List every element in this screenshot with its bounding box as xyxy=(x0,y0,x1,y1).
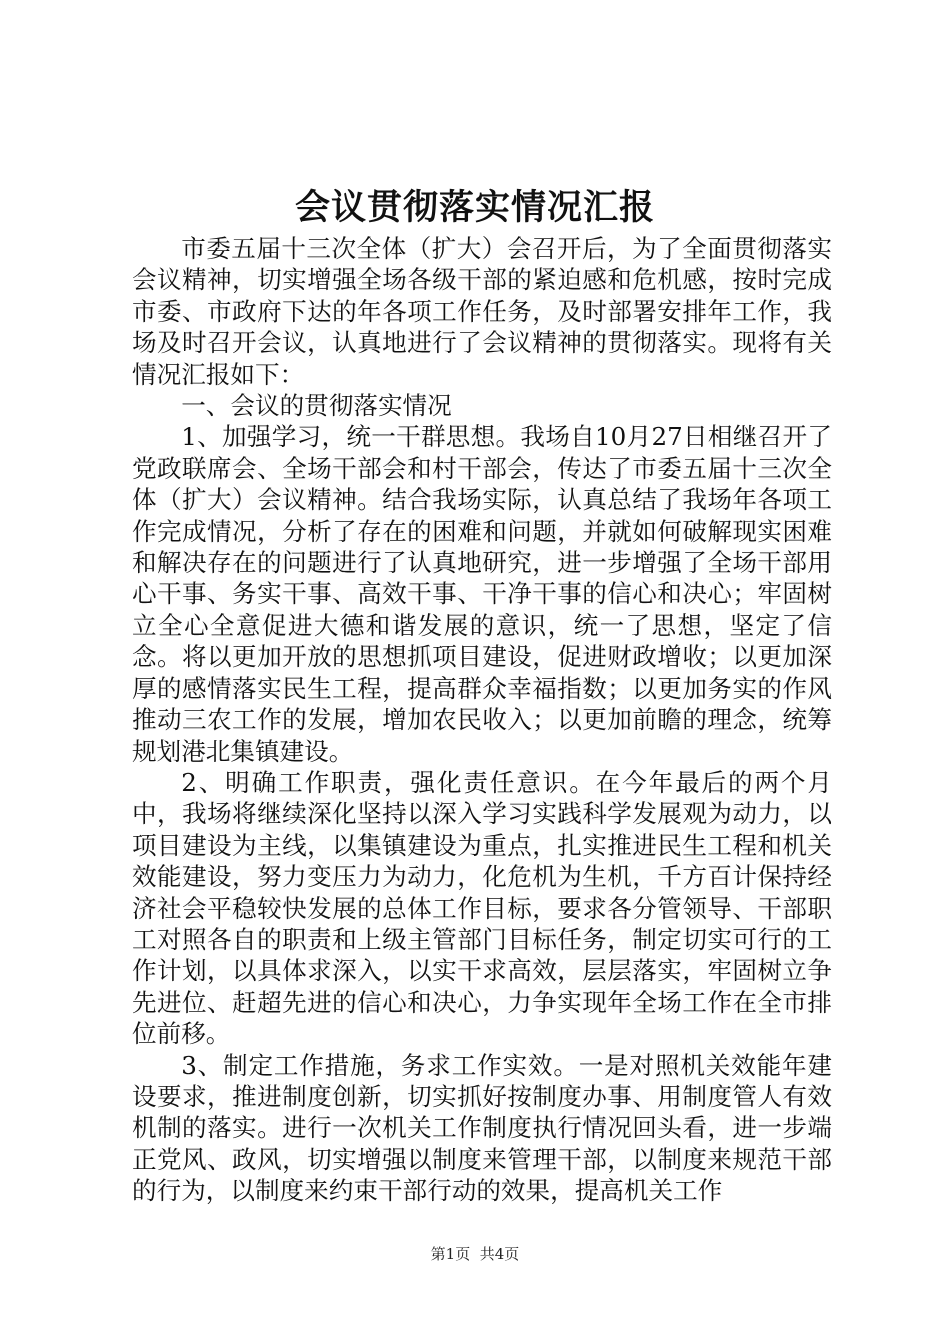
document-title: 会议贯彻落实情况汇报 xyxy=(294,187,655,228)
page-total: 共4页 xyxy=(479,1245,520,1263)
paragraph-item-2: 2、明确工作职责，强化责任意识。在今年最后的两个月中，我场将继续深化坚持以深入学习实践科学发展观为动力，以项目建设为主线，以集镇建设为重点，扎实推进民生工程和机关效能建设，努力变压力为动力，化危机为生机，千方百计保持经济社会平稳较快发展的总体工作目标，要求各分管领导、干部职工对照各自的职责和上级主管部门目标任务，制定切实可行的工作计划，以具体求深入，以实干求高效，层层落实，牢固树立争先进位、赶超先进的信心和决心，力争实现年全场工作在全市排位前移。 xyxy=(132,767,832,1049)
section-heading: 一、会议的贯彻落实情况 xyxy=(181,391,452,421)
page-number: 第1页 xyxy=(430,1245,471,1263)
paragraph-intro: 市委五届十三次全体（扩大）会召开后，为了全面贯彻落实会议精神，切实增强全场各级干部的紧迫感和危机感，按时完成市委、市政府下达的年各项工作任务，及时部署安排年工作，我场及时召开会议，认真地进行了会议精神的贯彻落实。现将有关情况汇报如下： xyxy=(132,234,832,389)
paragraph-item-3: 3、制定工作措施，务求工作实效。一是对照机关效能年建设要求，推进制度创新，切实抓好按制度办事、用制度管人有效机制的落实。进行一次机关工作制度执行情况回头看，进一步端正党风、政风，切实增强以制度来管理干部，以制度来规范干部的行为，以制度来约束干部行动的效果，提高机关工作 xyxy=(132,1050,832,1206)
document-body xyxy=(132,233,832,1207)
page-footer xyxy=(0,1244,950,1264)
paragraph-item-1: 1、加强学习，统一干群思想。我场自10月27日相继召开了党政联席会、全场干部会和村干部会，传达了市委五届十三次全体（扩大）会议精神。结合我场实际，认真总结了我场年各项工作完成情况，分析了存在的困难和问题，并就如何破解现实困难和解决存在的问题进行了认真地研究，进一步增强了全场干部用心干事、务实干事、高效干事、干净干事的信心和决心；牢固树立全心全意促进大德和谐发展的意识，统一了思想，坚定了信念。将以更加开放的思想抓项目建设，促进财政增收；以更加深厚的感情落实民生工程，提高群众幸福指数；以更加务实的作风推动三农工作的发展，增加农民收入；以更加前瞻的理念，统筹规划港北集镇建设。 xyxy=(132,422,832,766)
